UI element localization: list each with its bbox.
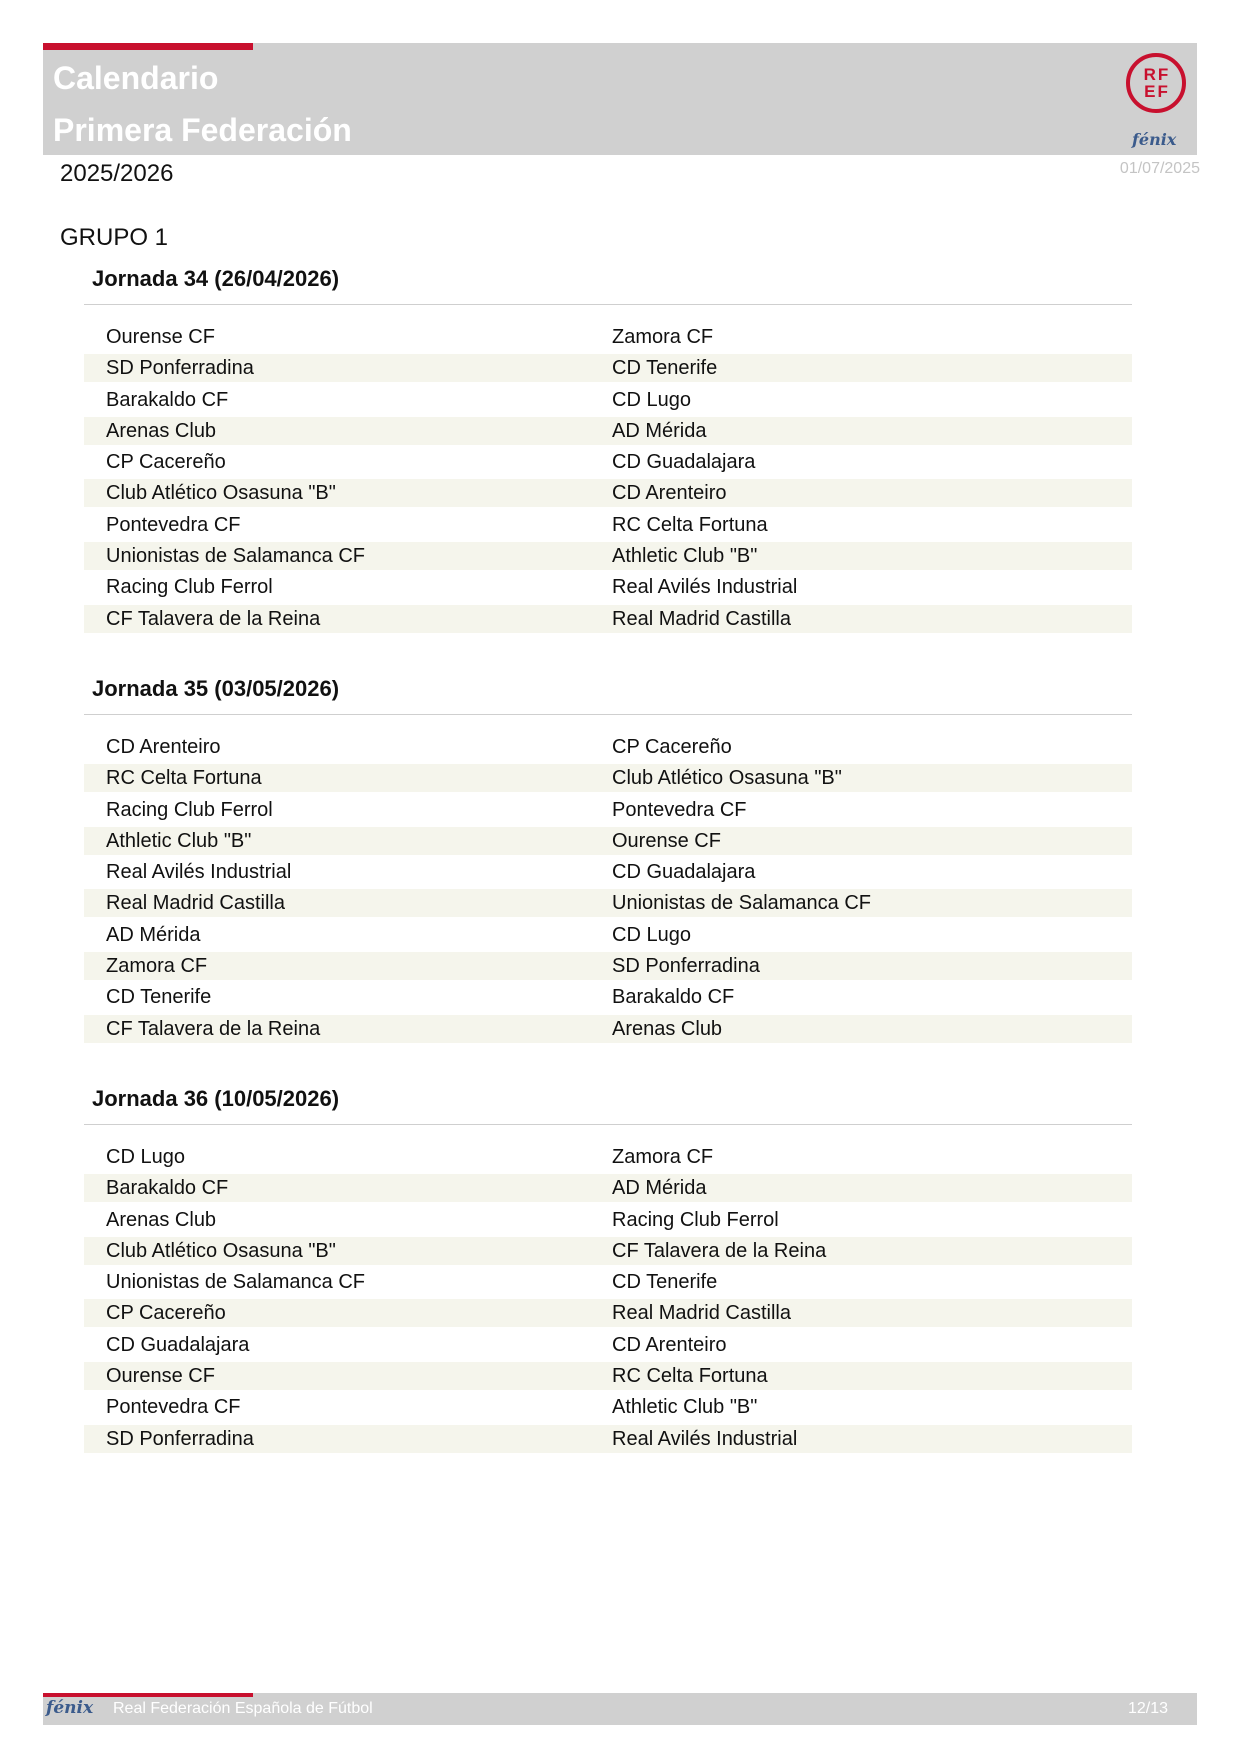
jornada-divider [84, 1124, 1132, 1125]
home-team: Ourense CF [106, 1365, 215, 1388]
match-row [84, 1331, 1132, 1359]
away-team: SD Ponferradina [612, 955, 760, 978]
match-row [84, 796, 1132, 824]
away-team: CD Arenteiro [612, 1333, 727, 1356]
match-row [84, 1425, 1132, 1453]
match-row [84, 1174, 1132, 1202]
print-date: 01/07/2025 [1119, 160, 1200, 177]
away-team: Real Madrid Castilla [612, 1302, 791, 1325]
page-subtitle: Primera Federación [53, 112, 352, 148]
home-team: CD Guadalajara [106, 1333, 250, 1356]
match-row [84, 542, 1132, 570]
group-heading: GRUPO 1 [60, 224, 169, 251]
match-row [84, 1393, 1132, 1421]
home-team: Ourense CF [106, 326, 215, 348]
away-team: Club Atlético Osasuna "B" [612, 767, 842, 790]
away-team: CD Lugo [612, 923, 691, 946]
away-team: Real Avilés Industrial [612, 576, 798, 599]
jornada-section [84, 672, 1132, 1046]
header-accent-bar [43, 43, 253, 50]
season-label: 2025/2026 [60, 160, 174, 187]
home-team: CF Talavera de la Reina [106, 607, 321, 630]
match-row [84, 1268, 1132, 1296]
home-team: Racing Club Ferrol [106, 576, 273, 599]
home-team: Real Madrid Castilla [106, 892, 285, 915]
match-row [84, 921, 1132, 949]
home-team: RC Celta Fortuna [106, 767, 262, 790]
away-team: Real Avilés Industrial [612, 1427, 798, 1450]
home-team: Barakaldo CF [106, 1177, 229, 1200]
away-team: RC Celta Fortuna [612, 1365, 768, 1388]
jornada-section [84, 262, 1132, 636]
match-row [84, 889, 1132, 917]
jornada-divider [84, 304, 1132, 305]
home-team: CF Talavera de la Reina [106, 1017, 321, 1040]
page-title: Calendario [53, 60, 219, 96]
away-team: Pontevedra CF [612, 798, 747, 821]
match-row [84, 479, 1132, 507]
home-team: Pontevedra CF [106, 513, 241, 536]
footer-fenix-logo: fénix [46, 1698, 94, 1718]
match-row [84, 323, 1132, 351]
match-row [84, 1299, 1132, 1327]
jornada-section [84, 1082, 1132, 1456]
match-row [84, 983, 1132, 1011]
rfef-logo-icon [1126, 53, 1186, 113]
match-row [84, 764, 1132, 792]
home-team: CD Lugo [106, 1146, 185, 1168]
away-team: Real Madrid Castilla [612, 607, 791, 630]
home-team: Real Avilés Industrial [106, 861, 292, 884]
match-row [84, 827, 1132, 855]
match-row [84, 1206, 1132, 1234]
away-team: Ourense CF [612, 829, 721, 852]
home-team: Racing Club Ferrol [106, 798, 273, 821]
away-team: CD Tenerife [612, 357, 718, 380]
home-team: Unionistas de Salamanca CF [106, 545, 366, 568]
footer-organization: Real Federación Española de Fútbol [113, 1700, 373, 1717]
match-row [84, 386, 1132, 414]
match-row [84, 605, 1132, 633]
home-team: CP Cacereño [106, 1302, 226, 1325]
jornada-title: Jornada 34 (26/04/2026) [92, 266, 340, 291]
jornada-title: Jornada 36 (10/05/2026) [92, 1086, 340, 1111]
away-team: CD Lugo [612, 388, 691, 411]
home-team: CD Arenteiro [106, 736, 221, 758]
away-team: CD Tenerife [612, 1271, 718, 1294]
jornada-divider [84, 714, 1132, 715]
match-row [84, 448, 1132, 476]
logo-letters-top: RF [1143, 65, 1171, 84]
away-team: Unionistas de Salamanca CF [612, 892, 872, 915]
away-team: AD Mérida [612, 1177, 707, 1200]
away-team: Zamora CF [612, 1146, 714, 1168]
away-team: Barakaldo CF [612, 986, 735, 1009]
away-team: CD Guadalajara [612, 451, 756, 474]
home-team: CD Tenerife [106, 986, 212, 1009]
home-team: Arenas Club [106, 419, 217, 442]
footer-accent-bar [43, 1693, 253, 1697]
away-team: Athletic Club "B" [612, 1396, 758, 1419]
match-row [84, 1143, 1132, 1171]
home-team: SD Ponferradina [106, 357, 254, 380]
match-row [84, 511, 1132, 539]
match-row [84, 417, 1132, 445]
match-row [84, 354, 1132, 382]
page-number: 12/13 [1128, 1700, 1169, 1717]
match-row [84, 1015, 1132, 1043]
home-team: Zamora CF [106, 955, 208, 978]
home-team: AD Mérida [106, 923, 201, 946]
match-row [84, 573, 1132, 601]
away-team: CP Cacereño [612, 736, 732, 758]
match-row [84, 952, 1132, 980]
away-team: CD Arenteiro [612, 482, 727, 505]
jornada-title: Jornada 35 (03/05/2026) [92, 676, 340, 701]
away-team: Athletic Club "B" [612, 545, 758, 568]
away-team: Arenas Club [612, 1017, 723, 1040]
home-team: SD Ponferradina [106, 1427, 254, 1450]
home-team: Arenas Club [106, 1208, 217, 1231]
match-row [84, 858, 1132, 886]
home-team: Club Atlético Osasuna "B" [106, 482, 336, 505]
home-team: CP Cacereño [106, 451, 226, 474]
home-team: Barakaldo CF [106, 388, 229, 411]
match-row [84, 1362, 1132, 1390]
away-team: CD Guadalajara [612, 861, 756, 884]
away-team: Racing Club Ferrol [612, 1208, 779, 1231]
away-team: RC Celta Fortuna [612, 513, 768, 536]
logo-letters-bottom: EF [1144, 82, 1170, 101]
home-team: Pontevedra CF [106, 1396, 241, 1419]
away-team: Zamora CF [612, 326, 714, 348]
home-team: Unionistas de Salamanca CF [106, 1271, 366, 1294]
match-row [84, 1237, 1132, 1265]
away-team: AD Mérida [612, 419, 707, 442]
match-row [84, 733, 1132, 761]
home-team: Club Atlético Osasuna "B" [106, 1239, 336, 1262]
away-team: CF Talavera de la Reina [612, 1239, 827, 1262]
home-team: Athletic Club "B" [106, 829, 252, 852]
fenix-logo: fénix [1132, 130, 1177, 149]
